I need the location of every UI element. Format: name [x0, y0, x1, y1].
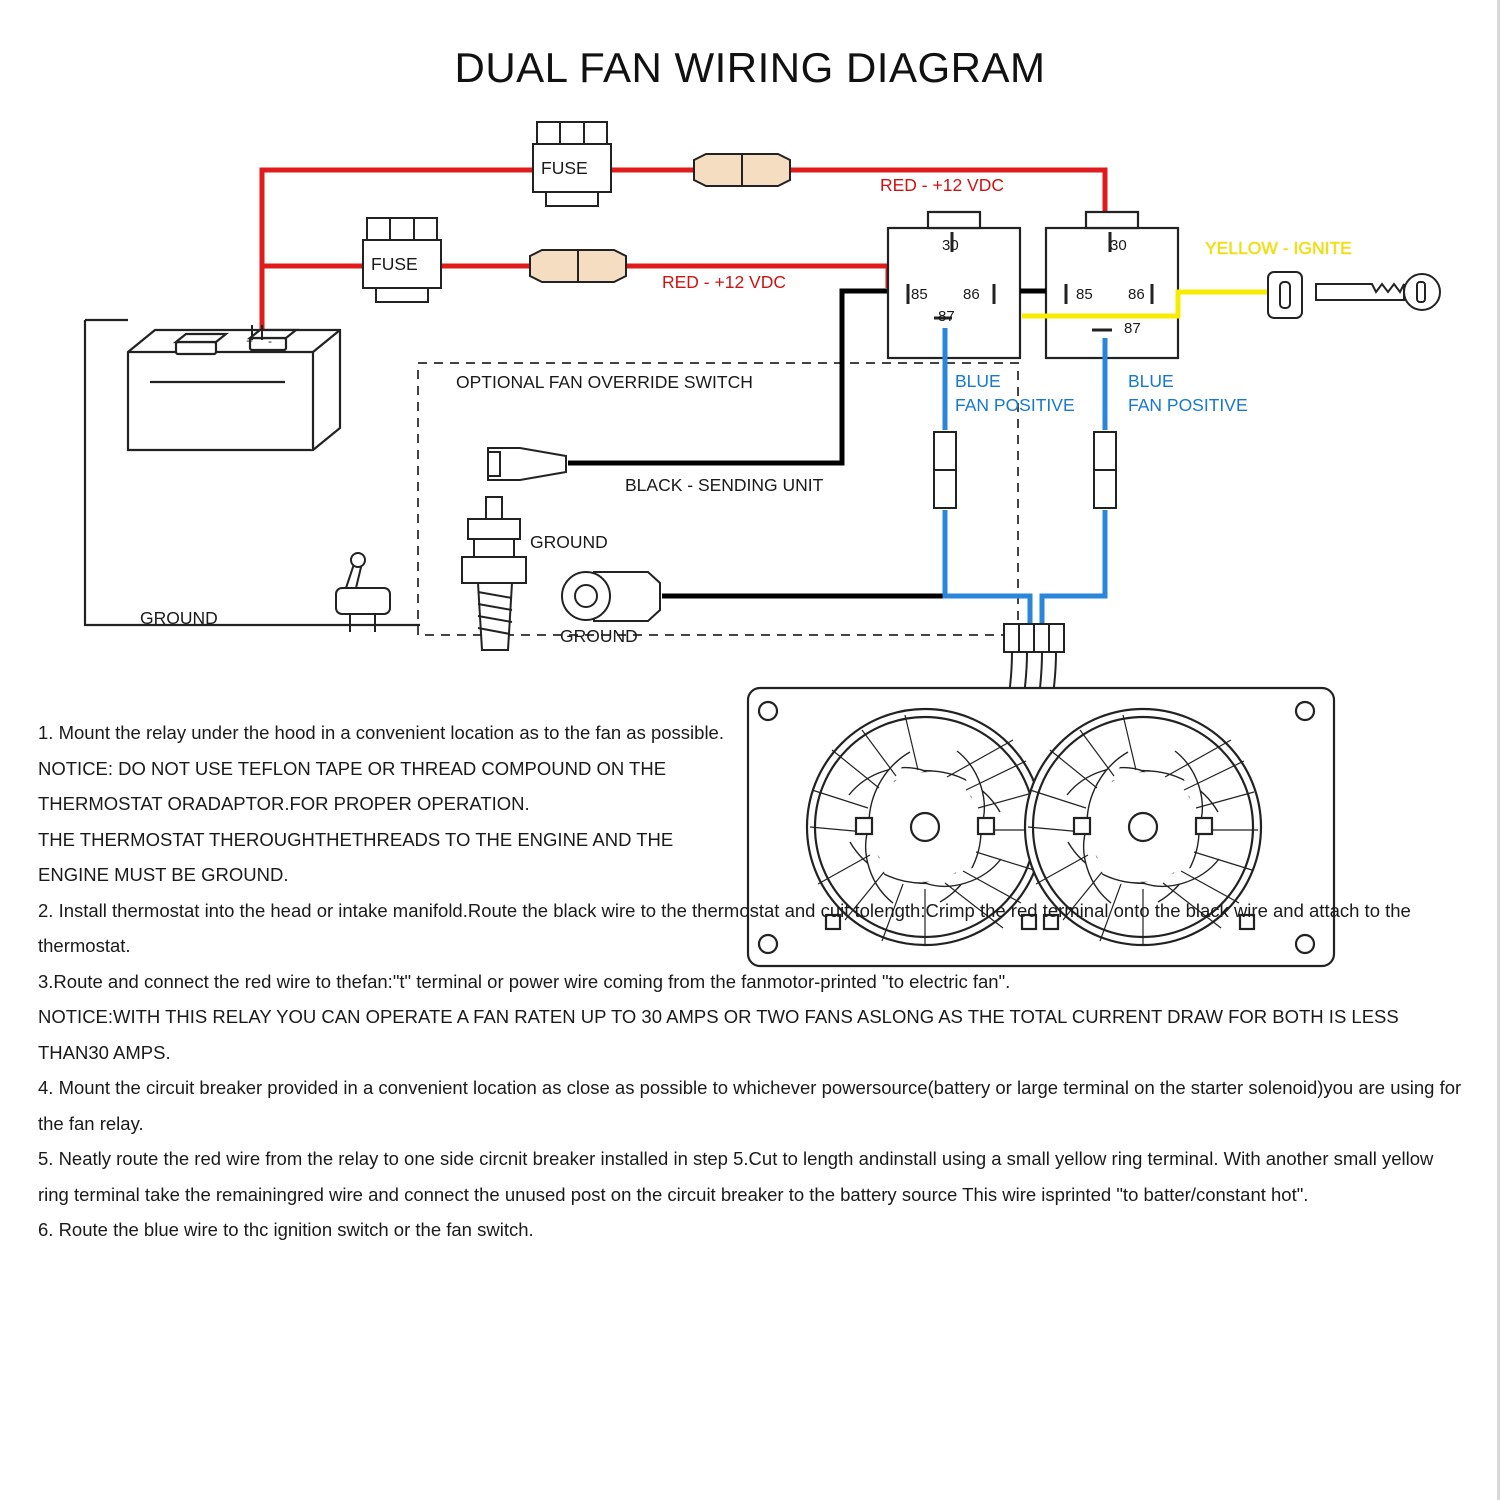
label-relay1-86: 86 — [963, 286, 980, 303]
label-fuse-bottom: FUSE — [371, 254, 418, 274]
blue-butt-connector-right — [1094, 432, 1116, 508]
instruction-line: THE THERMOSTAT THEROUGHTHETHREADS TO THE ENGINE AND THE ENGINE MUST BE GROUND. — [38, 828, 674, 885]
label-relay1-30: 30 — [942, 237, 959, 254]
instructions-block — [38, 715, 1468, 1248]
label-relay2-85: 85 — [1076, 286, 1093, 303]
instruction-line: 5. Neatly route the red wire from the relay to one side circnit breaker installed in step 5.Cut to length andinstall using a small yellow ring terminal. With another small yellow ring terminal take the remainingred wire and connect the unused post on the circuit breaker to the battery source This wire isprinted "to batter/constant hot". — [38, 1148, 1434, 1205]
instruction-line: NOTICE: DO NOT USE TEFLON TAPE OR THREAD COMPOUND ON THE THERMOSTAT ORADAPTOR.FOR PROPER OPERATION. — [38, 757, 667, 814]
ignition-key — [1268, 272, 1440, 318]
label-relay2-86: 86 — [1128, 286, 1145, 303]
label-red-12vdc-top: RED - +12 VDC — [880, 175, 1004, 195]
label-blue-fan-positive-1-line1: BLUE — [955, 371, 1001, 391]
label-relay1-87: 87 — [938, 308, 955, 325]
label-yellow-ignite: YELLOW - IGNITE — [1205, 238, 1352, 258]
label-relay1-85: 85 — [911, 286, 928, 303]
instruction-line: NOTICE:WITH THIS RELAY YOU CAN OPERATE A FAN RATEN UP TO 30 AMPS OR TWO FANS ASLONG AS THE TOTAL CURRENT DRAW FOR BOTH IS LESS THAN30 AMPS. — [38, 1006, 1399, 1063]
blue-butt-connector-left — [934, 432, 956, 508]
relay-2 — [1046, 212, 1178, 358]
label-fuse-top: FUSE — [541, 158, 588, 178]
svg-text:-: - — [268, 334, 272, 348]
label-black-sending-unit: BLACK - SENDING UNIT — [625, 475, 824, 495]
label-blue-fan-positive-1-line2: FAN POSITIVE — [955, 395, 1075, 415]
butt-connector-bottom — [530, 250, 626, 282]
label-red-12vdc-bottom: RED - +12 VDC — [662, 272, 786, 292]
instruction-line: 2. Install thermostat into the head or intake manifold.Route the black wire to the thermostat and cuit tolength:Crimp the red terminal onto the black wire and attach to the thermostat. — [38, 899, 1411, 956]
instruction-line: 3.Route and connect the red wire to thefan:"t" terminal or power wire coming from the fanmotor-printed "to electric fan". — [38, 970, 1011, 992]
label-blue-fan-positive-2-line1: BLUE — [1128, 371, 1174, 391]
battery — [128, 325, 340, 450]
svg-text:+: + — [246, 334, 254, 348]
label-optional-switch: OPTIONAL FAN OVERRIDE SWITCH — [456, 372, 753, 392]
label-ground-sensor: GROUND — [530, 532, 608, 552]
ring-terminal — [562, 572, 660, 621]
label-ground-ring: GROUND — [560, 626, 638, 646]
label-relay2-30: 30 — [1110, 237, 1127, 254]
relay-1 — [888, 212, 1020, 358]
instruction-line: 6. Route the blue wire to thc ignition switch or the fan switch. — [38, 1219, 534, 1240]
label-relay2-87: 87 — [1124, 320, 1141, 337]
thermostat-sending-unit — [462, 497, 526, 650]
spade-connector — [488, 448, 566, 480]
instruction-line: 1. Mount the relay under the hood in a convenient location as to the fan as possible. — [38, 722, 724, 743]
page-title: DUAL FAN WIRING DIAGRAM — [454, 44, 1046, 91]
label-blue-fan-positive-2-line2: FAN POSITIVE — [1128, 395, 1248, 415]
butt-connector-top — [694, 154, 790, 186]
toggle-switch — [336, 553, 390, 632]
instruction-line: 4. Mount the circuit breaker provided in a convenient location as close as possible to whichever powersource(battery or large terminal on the starter solenoid)you are using for the fan relay. — [38, 1077, 1462, 1134]
label-ground-battery: GROUND — [140, 608, 218, 628]
